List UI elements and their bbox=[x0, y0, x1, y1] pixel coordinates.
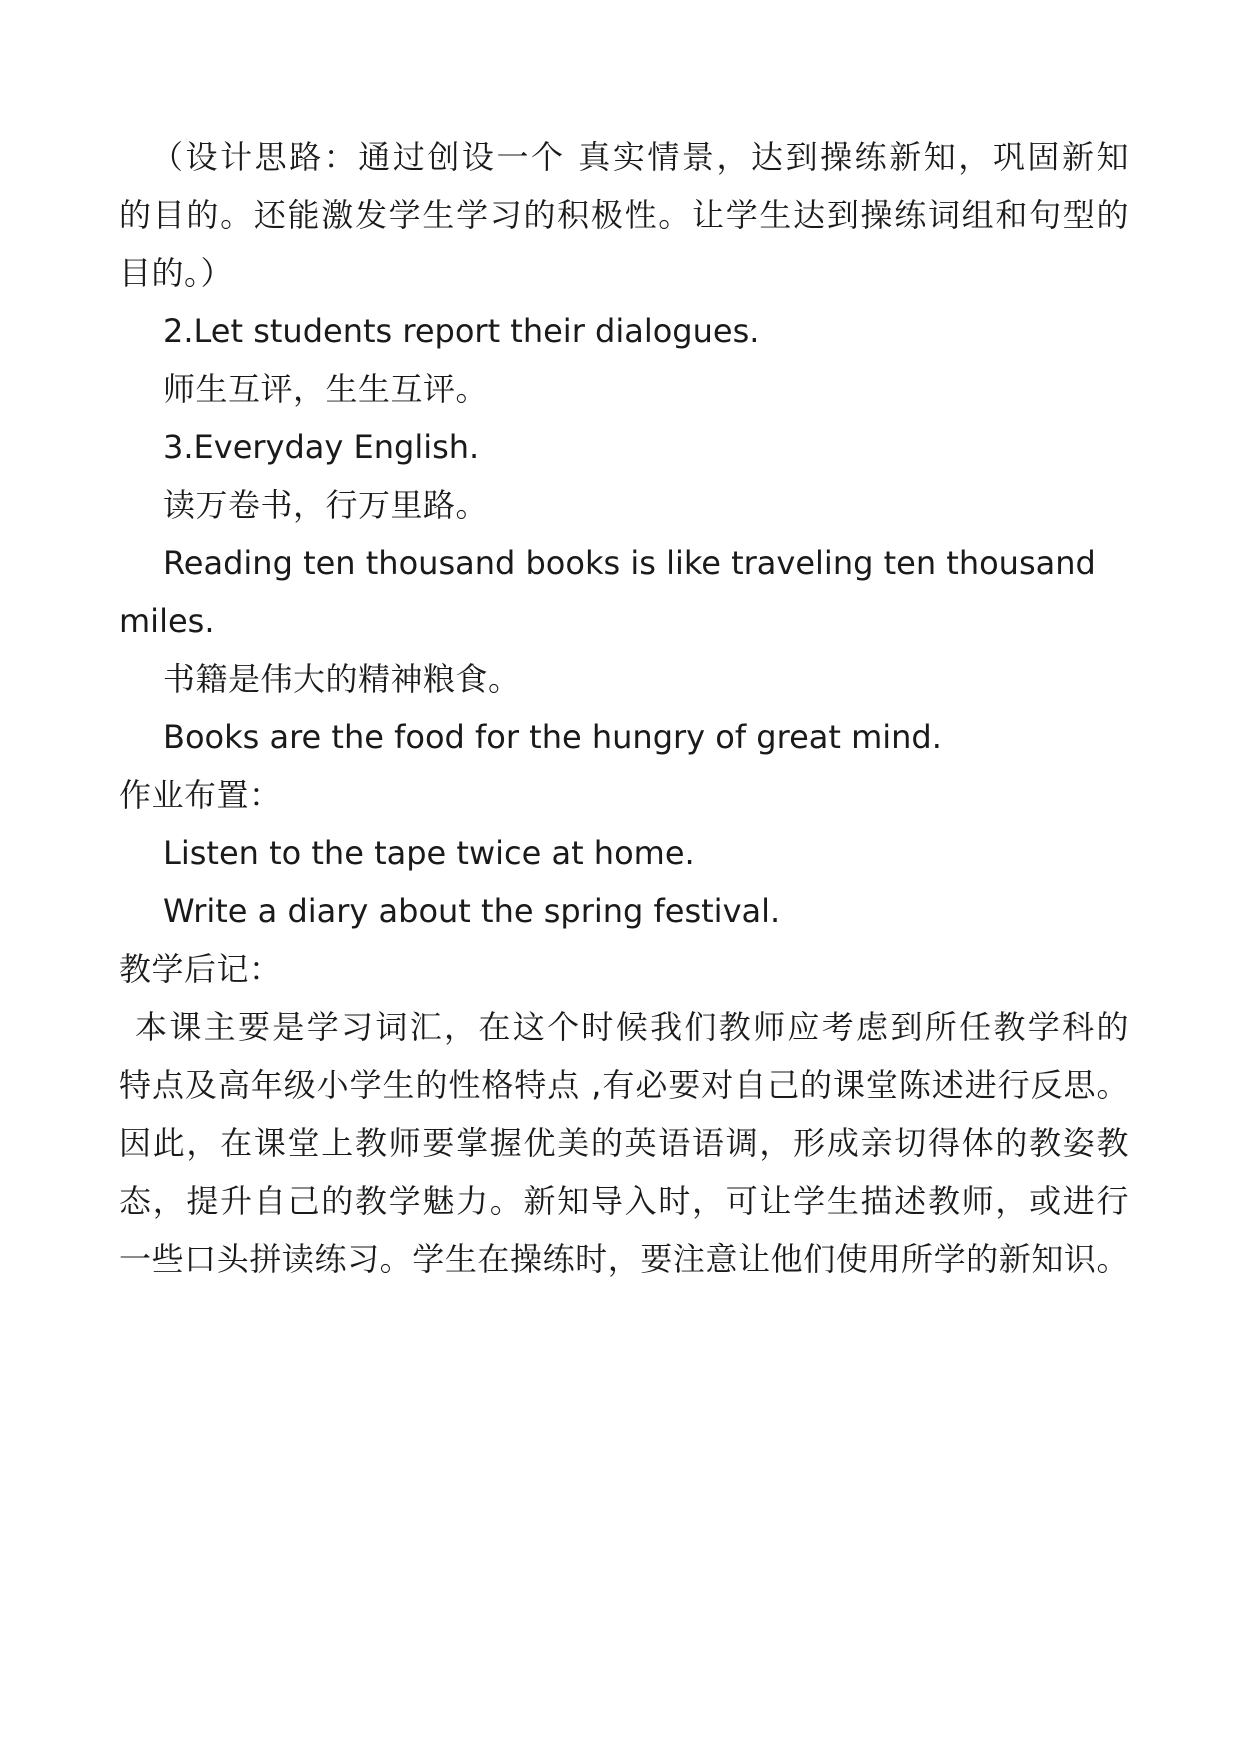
reflection-heading: 教学后记： bbox=[119, 950, 282, 988]
homework-item-2: Write a diary about the spring festival. bbox=[163, 892, 781, 930]
proverb-chinese-1: 读万卷书，行万里路。 bbox=[163, 486, 489, 524]
design-rationale-line-2: 的目的。还能激发学生学习的积极性。让学生达到操练词组和句型的 bbox=[119, 196, 1129, 234]
proverb-english-1-line-2: miles. bbox=[119, 602, 215, 640]
design-rationale-line-3: 目的。） bbox=[119, 254, 234, 292]
reflection-line-1: 本课主要是学习词汇，在这个时候我们教师应考虑到所任教学科的 bbox=[135, 1008, 1129, 1046]
proverb-english-1-line-1: Reading ten thousand books is like traveling ten thousand bbox=[163, 544, 1096, 582]
proverb-english-2: Books are the food for the hungry of great mind. bbox=[163, 718, 942, 756]
reflection-line-3: 因此，在课堂上教师要掌握优美的英语语调，形成亲切得体的教姿教 bbox=[119, 1124, 1129, 1162]
reflection-line-2: 特点及高年级小学生的性格特点 ,有必要对自己的课堂陈述进行反思。 bbox=[119, 1066, 1129, 1104]
homework-item-1: Listen to the tape twice at home. bbox=[163, 834, 695, 872]
design-rationale-line-1: （设计思路：通过创设一个 真实情景，达到操练新知，巩固新知 bbox=[151, 138, 1129, 176]
step-2-heading: 2.Let students report their dialogues. bbox=[163, 312, 760, 350]
reflection-line-5: 一些口头拼读练习。学生在操练时，要注意让他们使用所学的新知识。 bbox=[119, 1240, 1129, 1278]
homework-heading: 作业布置： bbox=[119, 776, 282, 814]
reflection-line-4: 态，提升自己的教学魅力。新知导入时，可让学生描述教师，或进行 bbox=[119, 1182, 1129, 1220]
proverb-chinese-2: 书籍是伟大的精神粮食。 bbox=[163, 660, 521, 698]
evaluation-text: 师生互评，生生互评。 bbox=[163, 370, 489, 408]
step-3-heading: 3.Everyday English. bbox=[163, 428, 480, 466]
